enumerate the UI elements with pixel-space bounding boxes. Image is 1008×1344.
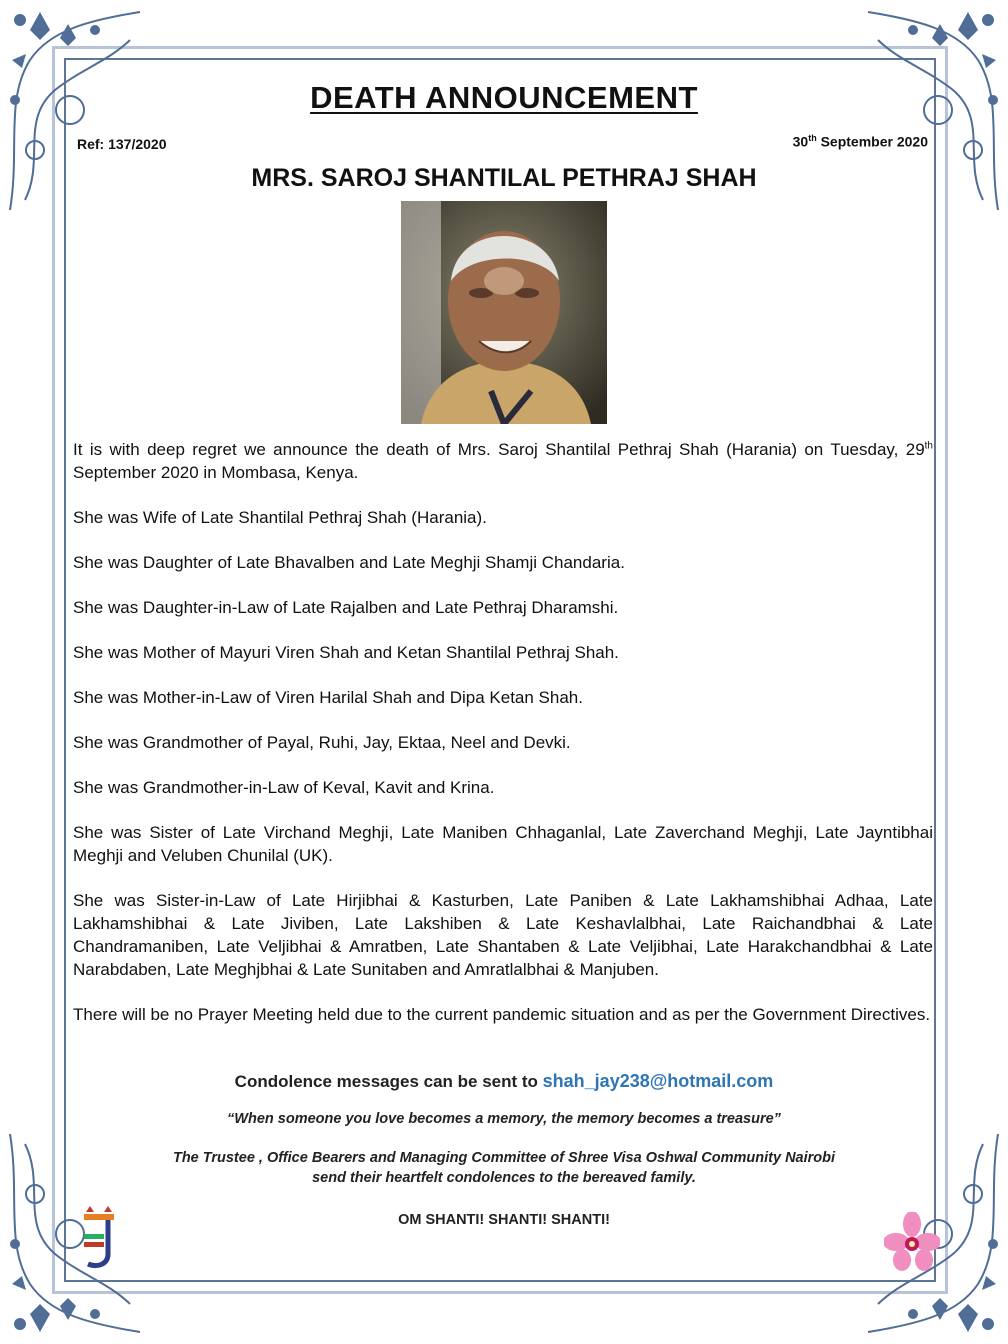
relation-paragraph: She was Sister of Late Virchand Meghji, Late Maniben Chhaganlal, Late Zaverchand Meghji, Late Jayntibhai Meghji and Veluben Chunilal (UK). [73, 823, 933, 865]
pink-orchid-icon [884, 1212, 940, 1272]
community-logo-icon [78, 1206, 120, 1270]
condolence-line: Condolence messages can be sent to shah_jay238@hotmail.com [234, 1071, 774, 1091]
announcement-body [73, 438, 933, 1048]
relation-paragraph: She was Mother-in-Law of Viren Harilal Shah and Dipa Ketan Shah. [73, 688, 583, 707]
relation-paragraph: She was Grandmother-in-Law of Keval, Kavit and Krina. [73, 778, 495, 797]
announcement-date: 30th September 2020 [792, 133, 928, 150]
memorial-quote: “When someone you love becomes a memory, the memory becomes a treasure” [227, 1111, 781, 1127]
om-shanti-line: OM SHANTI! SHANTI! SHANTI! [398, 1212, 610, 1228]
relation-paragraph: She was Daughter-in-Law of Late Rajalben and Late Pethraj Dharamshi. [73, 598, 619, 617]
deceased-name: MRS. SAROJ SHANTILAL PETHRAJ SHAH [251, 164, 757, 192]
relation-paragraph: She was Mother of Mayuri Viren Shah and Ketan Shantilal Pethraj Shah. [73, 643, 619, 662]
portrait-photo-icon [401, 201, 607, 424]
trustee-message [0, 1148, 1008, 1188]
reference-number: Ref: 137/2020 [77, 136, 167, 152]
prayer-meeting-notice: There will be no Prayer Meeting held due to the current pandemic situation and as per the Government Directives. [73, 1005, 931, 1024]
relation-paragraph: She was Wife of Late Shantilal Pethraj Shah (Harania). [73, 508, 487, 527]
trustee-line: send their heartfelt condolences to the bereaved family. [312, 1170, 696, 1186]
intro-paragraph: It is with deep regret we announce the death of Mrs. Saroj Shantilal Pethraj Shah (Harania) on Tuesday, 29th September 2020 in Mombasa, Kenya. [73, 440, 933, 482]
relation-paragraph: She was Grandmother of Payal, Ruhi, Jay, Ektaa, Neel and Devki. [73, 733, 571, 752]
trustee-line: The Trustee , Office Bearers and Managing Committee of Shree Visa Oshwal Community Nairobi [172, 1150, 836, 1166]
page-title: DEATH ANNOUNCEMENT [310, 80, 698, 115]
relation-paragraph: She was Daughter of Late Bhavalben and Late Meghji Shamji Chandaria. [73, 553, 625, 572]
relation-paragraph: She was Sister-in-Law of Late Hirjibhai & Kasturben, Late Paniben & Late Lakhamshibhai Adhaa, Late Lakhamshibhai & Late Jiviben, Late Lakshiben & Late Keshavlalbhai, Late Raichandbhai & Late Chandramaniben, Late Veljibhai & Amratben, Late Shantaben & Late Veljibhai, Late Harakchandbhai & Late Narabdaben, Late Meghjbhai & Late Sunitaben and Amratlalbhai & Manjuben. [73, 891, 933, 979]
email-link[interactable]: shah_jay238@hotmail.com [542, 1071, 774, 1091]
